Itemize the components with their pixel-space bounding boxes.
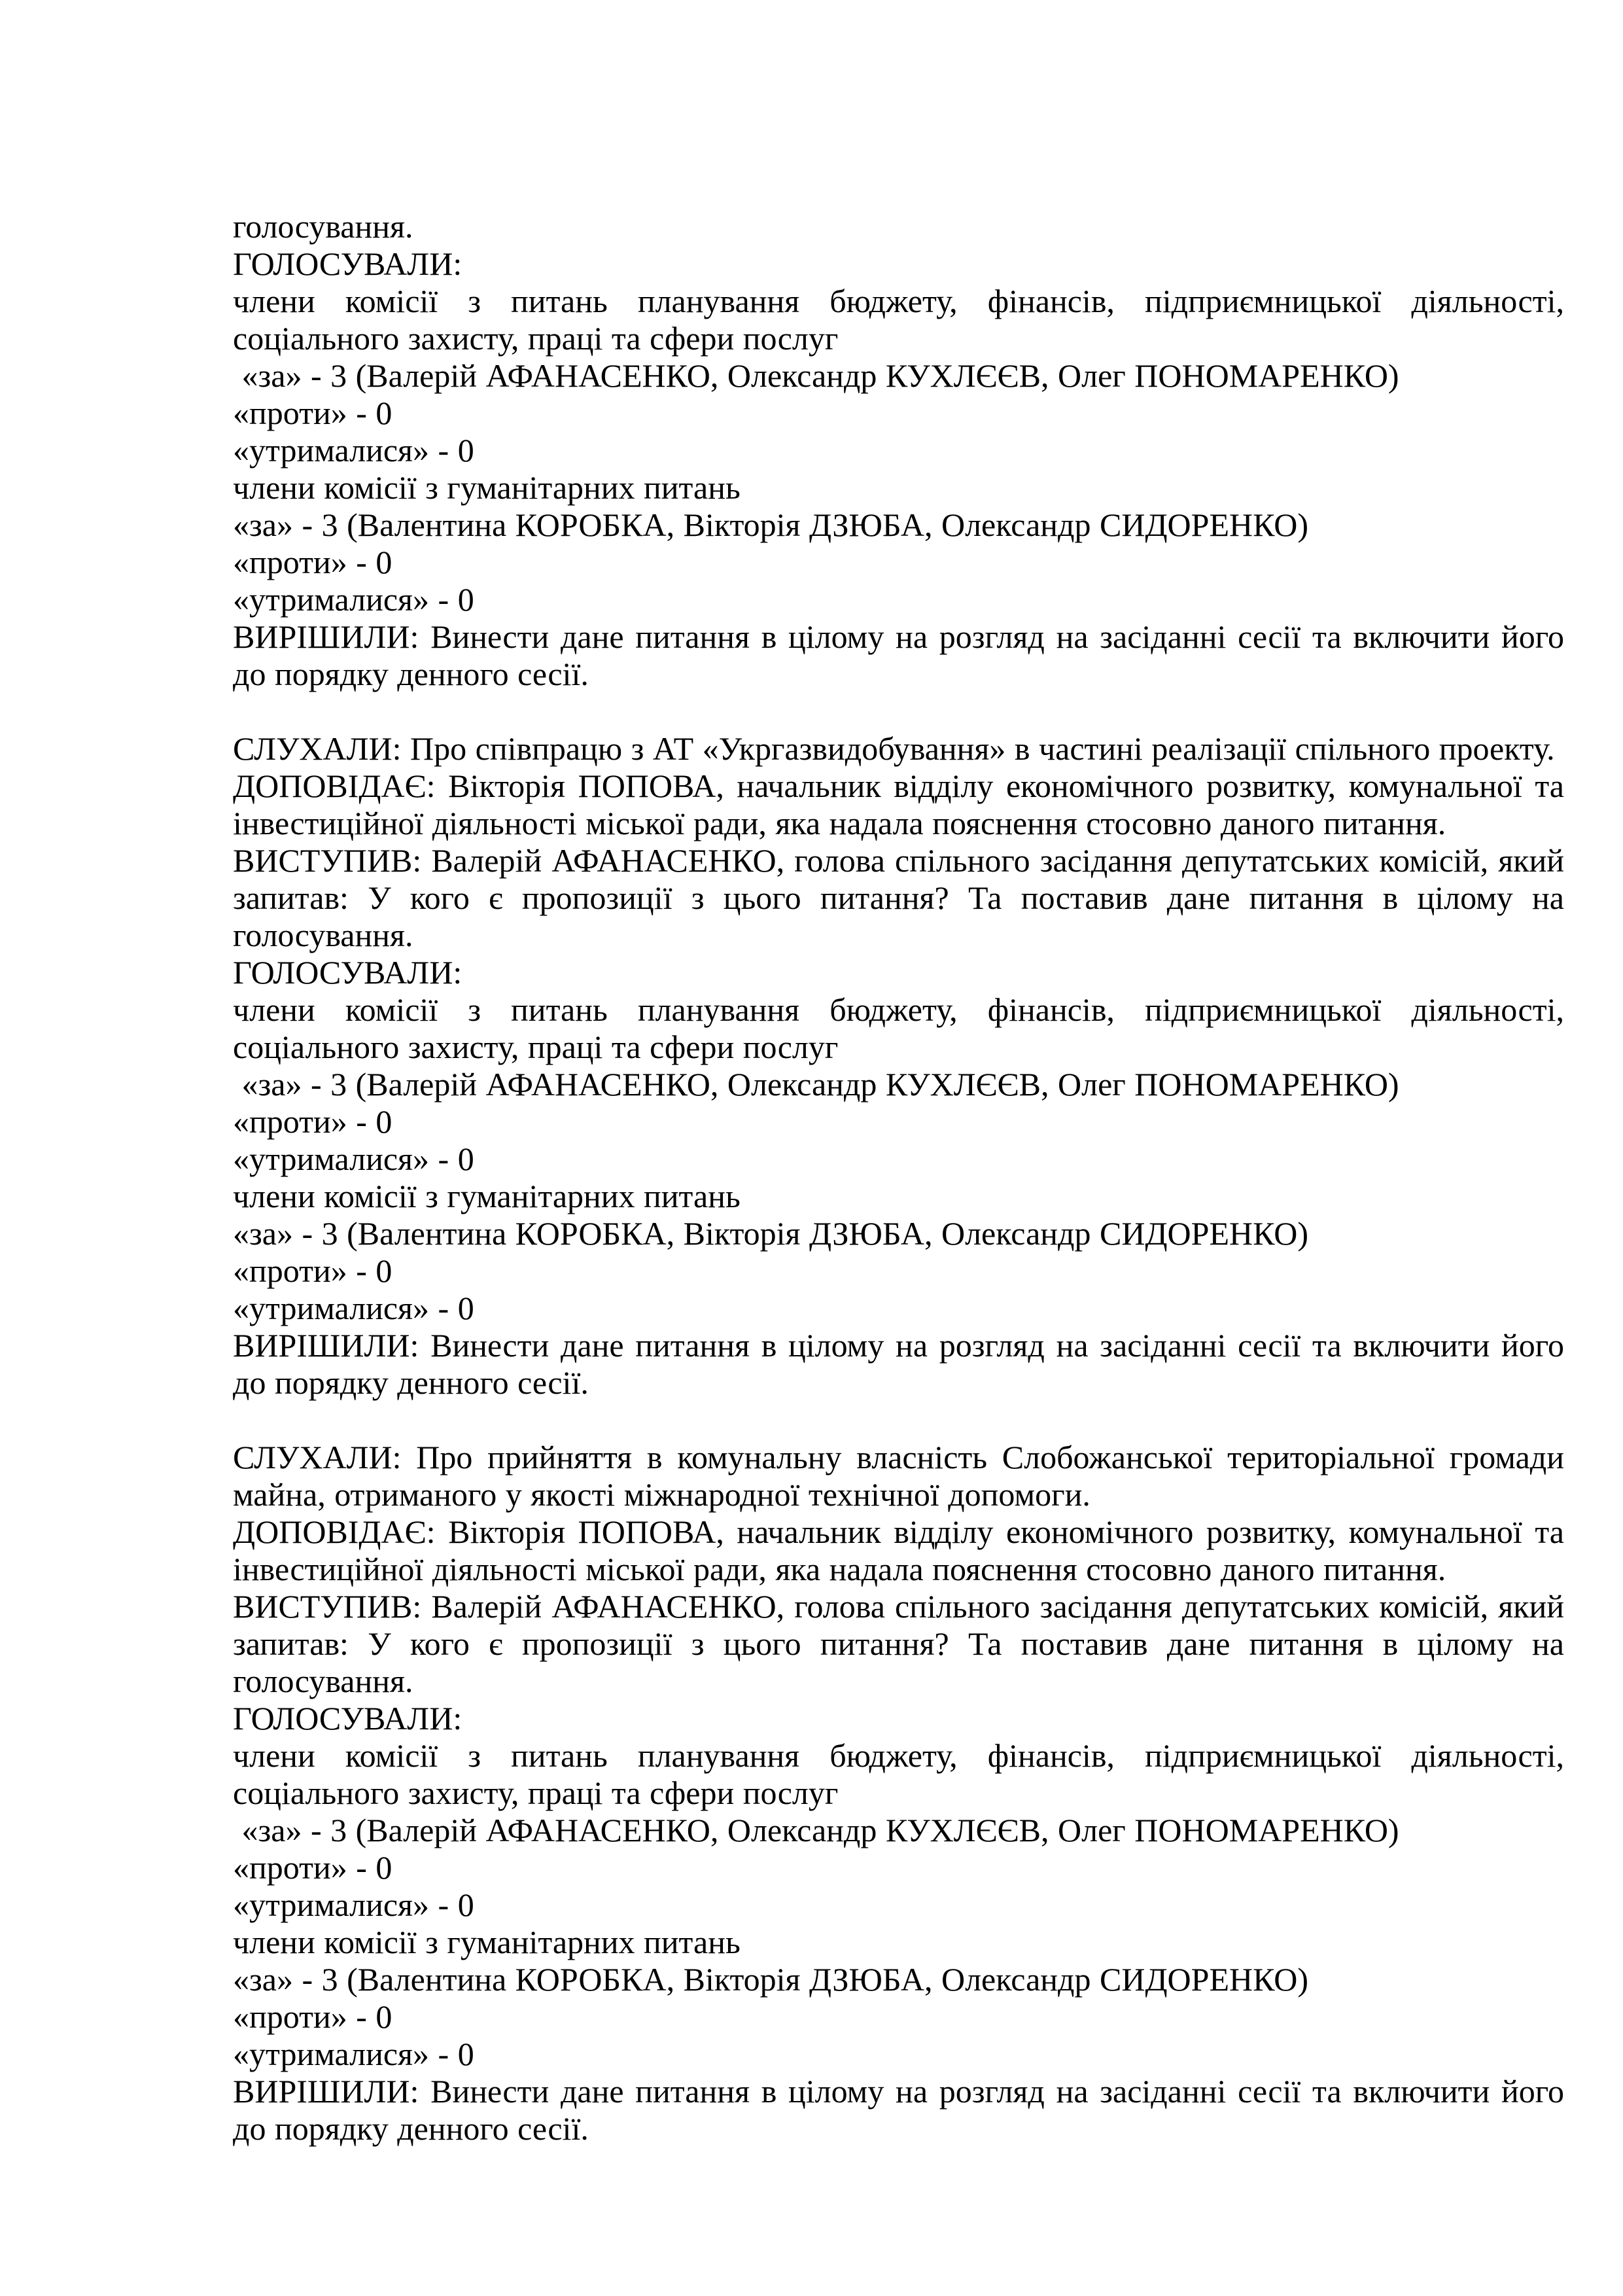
budget-commission-vote-against: «проти» - 0 bbox=[233, 1103, 393, 1140]
speaker-text: ВИСТУПИВ: Валерій АФАНАСЕНКО, голова спільного засідання депутатських комісій, який запитав: У кого є пропозиції з цього питання? Та поставив дане питання в цілому на голосування. bbox=[233, 842, 1564, 953]
humanitarian-commission-vote-for: «за» - 3 (Валентина КОРОБКА, Вікторія ДЗЮБА, Олександр СИДОРЕНКО) bbox=[233, 1215, 1308, 1252]
reporter-text: ДОПОВІДАЄ: Вікторія ПОПОВА, начальник відділу економічного розвитку, комунальної та інвестиційної діяльності міської ради, яка надала пояснення стосовно даного питання. bbox=[233, 1513, 1564, 1587]
humanitarian-commission-vote-abstained: «утрималися» - 0 bbox=[233, 1290, 474, 1326]
humanitarian-commission-vote-abstained: «утрималися» - 0 bbox=[233, 581, 474, 618]
humanitarian-commission-vote-against: «проти» - 0 bbox=[233, 1998, 393, 2035]
budget-commission-vote-against: «проти» - 0 bbox=[233, 395, 393, 431]
heard-item-heading: СЛУХАЛИ: Про співпрацю з АТ «Укргазвидобування» в частині реалізації спільного проекту. bbox=[233, 730, 1555, 767]
decision-text: ВИРІШИЛИ: Винести дане питання в цілому на розгляд на засіданні сесії та включити його до порядку денного сесії. bbox=[233, 1327, 1564, 1401]
budget-commission-vote-abstained: «утрималися» - 0 bbox=[233, 1886, 474, 1923]
reporter-text: ДОПОВІДАЄ: Вікторія ПОПОВА, начальник відділу економічного розвитку, комунальної та інвестиційної діяльності міської ради, яка надала пояснення стосовно даного питання. bbox=[233, 768, 1564, 841]
blank-line bbox=[233, 693, 1564, 730]
budget-commission-members: члени комісії з питань планування бюджету, фінансів, підприємницької діяльності, соціального захисту, праці та сфери послуг bbox=[233, 991, 1564, 1065]
budget-commission-members: члени комісії з питань планування бюджету, фінансів, підприємницької діяльності, соціального захисту, праці та сфери послуг bbox=[233, 1737, 1564, 1811]
budget-commission-members: члени комісії з питань планування бюджету, фінансів, підприємницької діяльності, соціального захисту, праці та сфери послуг bbox=[233, 283, 1564, 357]
humanitarian-commission-members: члени комісії з гуманітарних питань bbox=[233, 469, 741, 506]
decision-text: ВИРІШИЛИ: Винести дане питання в цілому на розгляд на засіданні сесії та включити його до порядку денного сесії. bbox=[233, 2073, 1564, 2147]
voting-heading: ГОЛОСУВАЛИ: bbox=[233, 954, 462, 991]
continuation-text: голосування. bbox=[233, 208, 413, 245]
blank-line bbox=[233, 1402, 1564, 1439]
voting-heading: ГОЛОСУВАЛИ: bbox=[233, 245, 462, 282]
budget-commission-vote-for: «за» - 3 (Валерій АФАНАСЕНКО, Олександр КУХЛЄЄВ, Олег ПОНОМАРЕНКО) bbox=[233, 1066, 1399, 1103]
budget-commission-vote-for: «за» - 3 (Валерій АФАНАСЕНКО, Олександр КУХЛЄЄВ, Олег ПОНОМАРЕНКО) bbox=[233, 1812, 1399, 1848]
humanitarian-commission-vote-for: «за» - 3 (Валентина КОРОБКА, Вікторія ДЗЮБА, Олександр СИДОРЕНКО) bbox=[233, 506, 1308, 543]
humanitarian-commission-vote-against: «проти» - 0 bbox=[233, 544, 393, 580]
budget-commission-vote-abstained: «утрималися» - 0 bbox=[233, 1140, 474, 1177]
heard-item-heading: СЛУХАЛИ: Про прийняття в комунальну власність Слобожанської територіальної громади майна, отриманого у якості міжнародної технічної допомоги. bbox=[233, 1439, 1564, 1513]
budget-commission-vote-for: «за» - 3 (Валерій АФАНАСЕНКО, Олександр КУХЛЄЄВ, Олег ПОНОМАРЕНКО) bbox=[233, 357, 1399, 394]
humanitarian-commission-vote-for: «за» - 3 (Валентина КОРОБКА, Вікторія ДЗЮБА, Олександр СИДОРЕНКО) bbox=[233, 1961, 1308, 1998]
budget-commission-vote-against: «проти» - 0 bbox=[233, 1849, 393, 1886]
humanitarian-commission-members: члени комісії з гуманітарних питань bbox=[233, 1178, 741, 1214]
speaker-text: ВИСТУПИВ: Валерій АФАНАСЕНКО, голова спільного засідання депутатських комісій, який запитав: У кого є пропозиції з цього питання? Та поставив дане питання в цілому на голосування. bbox=[233, 1588, 1564, 1699]
humanitarian-commission-vote-abstained: «утрималися» - 0 bbox=[233, 2036, 474, 2072]
voting-heading: ГОЛОСУВАЛИ: bbox=[233, 1700, 462, 1737]
budget-commission-vote-abstained: «утрималися» - 0 bbox=[233, 432, 474, 468]
decision-text: ВИРІШИЛИ: Винести дане питання в цілому на розгляд на засіданні сесії та включити його до порядку денного сесії. bbox=[233, 618, 1564, 692]
humanitarian-commission-members: члени комісії з гуманітарних питань bbox=[233, 1924, 741, 1960]
document-content bbox=[233, 208, 1564, 2147]
humanitarian-commission-vote-against: «проти» - 0 bbox=[233, 1252, 393, 1289]
